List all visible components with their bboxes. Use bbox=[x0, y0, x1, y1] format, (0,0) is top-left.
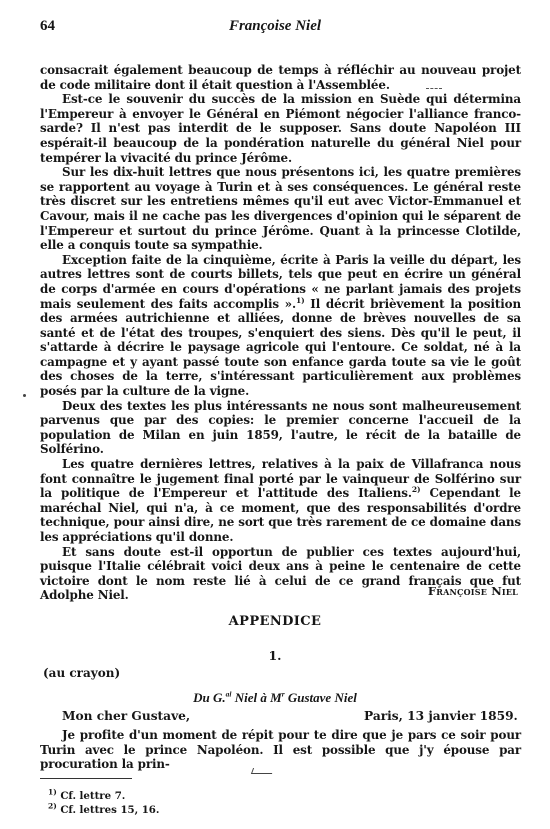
footnote-1-text: Cf. lettre 7. bbox=[60, 790, 126, 802]
letter-body bbox=[40, 728, 521, 772]
paragraph-4 bbox=[40, 253, 521, 399]
heading-part-2: Niel à M bbox=[231, 690, 282, 705]
heading-sup-1: al bbox=[225, 689, 232, 699]
running-title: Françoise Niel bbox=[228, 18, 322, 34]
paragraph-7: Et sans doute est-il opportun de publier ces textes aujourd'hui, puisque l'Italie célébrait voici deux ans à peine le centenaire de cette victoire dont le nom reste lié à celui de ce grand français que fut Adolphe Niel. bbox=[40, 544, 521, 603]
letter-dateline: Paris, 13 janvier 1859. bbox=[364, 709, 518, 723]
paragraph-6-part-b: Cependant le maréchal Niel, qui n'a, à ce moment, que des responsabilités d'ordre technique, pour ainsi dire, ne sort que très rarement de ce domaine dans les appréciations qu'il donne. bbox=[40, 486, 522, 544]
footnote-rule bbox=[40, 778, 132, 779]
footnote-2-text: Cf. lettres 15, 16. bbox=[60, 803, 160, 816]
letter-paragraph: Je profite d'un moment de répit pour te dire que je pars ce soir pour Turin avec le prince Napoléon. Il est possible que j'y épouse par procuration la prin- bbox=[40, 728, 521, 772]
paragraph-4-part-b: Il décrit brièvement la position des armées autrichienne et alliées, donne de brèves nouvelles de sa santé et de l'état des troupes, s'enquiert des siens. Dès qu'il le peut, il s'attarde à décrire le paysage agricole qui l'entoure. Ce soldat, né à la campagne et y ayant passé toute son enfance garda toute sa vie le goût des choses de la terre, s'intéressant particulièrement aux problèmes posés par la culture de la vigne. bbox=[40, 296, 521, 399]
letter-number: 1. bbox=[268, 648, 282, 663]
letter-salutation: Mon cher Gustave, bbox=[62, 709, 191, 723]
paragraph-2: Est-ce le souvenir du succès de la mission en Suède qui détermina l'Empereur à envoyer le Général en Piémont négocier l'alliance franco-sarde? Il n'est pas interdit de le supposer. Sans doute Napoléon III espérait-il beaucoup de la pondération naturelle du général Niel pour tempérer la vivacité du prince Jérôme. bbox=[40, 92, 521, 165]
footnote-2-mark: 2) bbox=[48, 801, 57, 811]
paragraph-5: Deux des textes les plus intéressants ne nous sont malheureusement parvenus que par des copies: le premier concerne l'accueil de la population de Milan en juin 1859, l'autre, le récit de la bataille de Solférino. bbox=[40, 398, 521, 457]
pencil-note: (au crayon) bbox=[43, 666, 121, 680]
footnote-2 bbox=[48, 801, 160, 818]
footnote-1 bbox=[48, 787, 159, 804]
author-signature: Françoise Niel bbox=[427, 584, 518, 598]
paragraph-4-part-a: Exception faite de la cinquième, écrite à Paris la veille du départ, les autres lettres sont de courts billets, tels que peut en écrire un général de corps d'armée en cours d'opérations « ne parlant jamais des projets mais seulement des faits accomplis ». bbox=[40, 252, 521, 311]
footnote-ref-2: 2) bbox=[411, 485, 421, 495]
heading-part-1: Du G. bbox=[193, 690, 226, 705]
heading-sup-2: r bbox=[281, 689, 285, 699]
letter-heading bbox=[0, 690, 550, 706]
footnote-1-mark: 1) bbox=[48, 787, 57, 797]
paragraph-3: Sur les dix-huit lettres que nous présentons ici, les quatre premières se rapportent au voyage à Turin et à ses conséquences. Le général reste très discret sur les entretiens mêmes qu'il eut avec Victor-Emmanuel et Cavour, mais il ne cache pas les divergences d'opinion qui le séparent de l'Empereur et surtout du prince Jérôme. Quant à la princesse Clotilde, elle a conquis toute sa sympathie. bbox=[40, 165, 521, 253]
footnotes bbox=[48, 787, 160, 817]
paragraph-6-part-a: Les quatre dernières lettres, relatives à la paix de Villafranca nous font connaître le jugement final porté par le vainqueur de Solférino sur la politique de l'Empereur et l'attitude des Italiens. bbox=[40, 457, 521, 501]
page-number: 64 bbox=[40, 18, 55, 34]
pencil-tick-mark bbox=[251, 768, 274, 774]
margin-dot-mark bbox=[23, 394, 26, 397]
introduction-text bbox=[40, 63, 521, 603]
footnote-ref-1: 1) bbox=[296, 295, 305, 305]
heading-part-3: Gustave Niel bbox=[284, 690, 357, 705]
paragraph-1: consacrait également beaucoup de temps à réfléchir au nouveau projet de code militaire dont il était question à l'Assemblée. bbox=[40, 63, 521, 92]
paragraph-6 bbox=[40, 457, 521, 545]
appendix-title: APPENDICE bbox=[228, 614, 322, 629]
